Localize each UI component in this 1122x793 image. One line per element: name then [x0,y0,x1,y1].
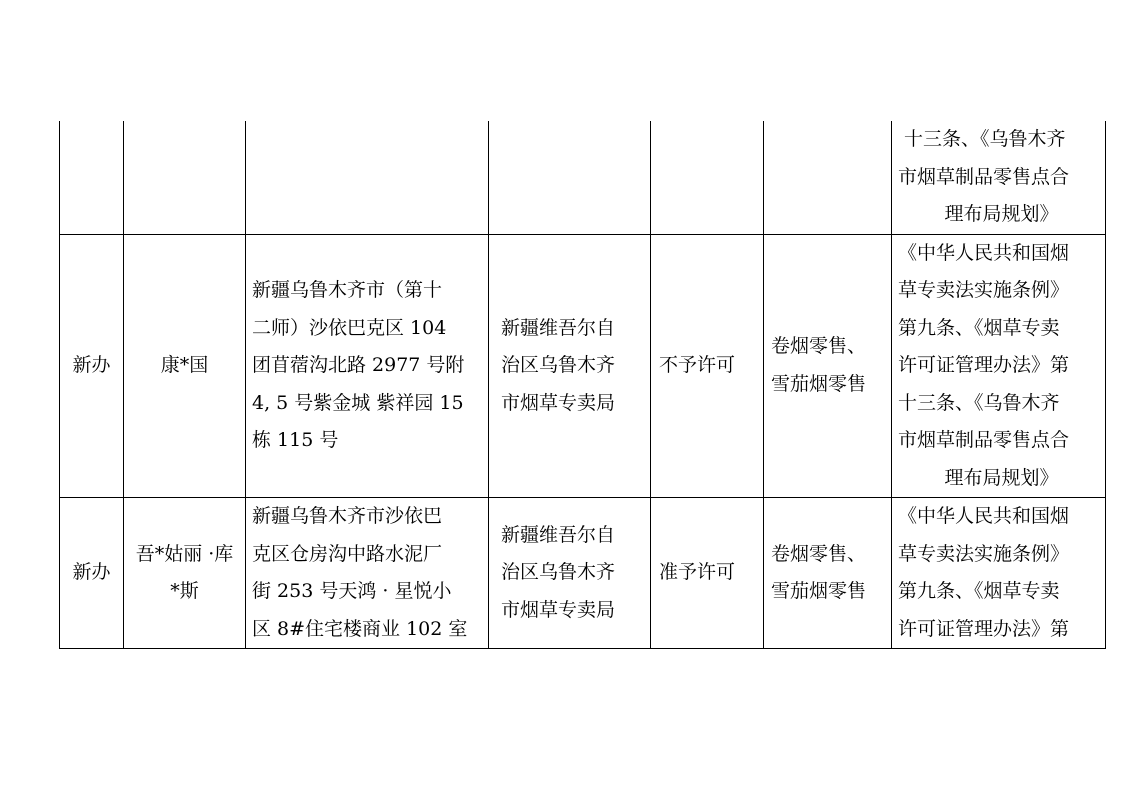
basis-cell [892,234,1106,498]
authority-line: 新疆维吾尔自 [501,316,616,339]
category-cell [60,234,124,498]
table-row [60,121,1106,234]
scope-line: 雪茄烟零售 [771,372,867,395]
address-line: 区 8#住宅楼商业 102 室 [252,617,468,640]
scope-cell [764,498,892,649]
category-cell [60,121,124,234]
license-table [59,121,1106,649]
basis-line: 理布局规划》 [944,203,1059,225]
basis-line: 第九条、《烟草专卖 [898,580,1060,602]
authority-cell [489,234,651,498]
table-row [60,498,1106,649]
address-cell [246,498,489,649]
category-text: 新办 [72,354,111,376]
table-row [60,234,1106,498]
address-line: 克区仓房沟中路水泥厂 [252,542,443,565]
basis-line: 十三条、《乌鲁木齐 [904,128,1066,150]
address-cell [246,234,489,498]
scope-line: 卷烟零售、 [771,335,867,358]
address-line: 新疆乌鲁木齐市（第十 [252,279,443,301]
basis-line: 《中华人民共和国烟 [898,241,1070,264]
name-cell [124,121,246,234]
address-line: 新疆乌鲁木齐市沙依巴 [252,505,443,527]
result-cell [651,234,764,498]
address-line: 街 253 号天鸿 · 星悦小 [252,580,452,602]
applicant-name: 康*国 [160,354,209,376]
authority-line: 治区乌鲁木齐 [501,354,616,376]
result-cell [651,498,764,649]
category-text: 新办 [72,561,111,584]
authority-line: 市烟草专卖局 [501,598,616,621]
result-cell [651,121,764,234]
basis-line: 理布局规划》 [944,466,1059,489]
scope-line: 卷烟零售、 [771,542,867,565]
basis-cell [892,498,1106,649]
authority-line: 治区乌鲁木齐 [501,561,616,584]
scope-cell [764,234,892,498]
result-text: 准予许可 [659,561,736,584]
scope-line: 雪茄烟零售 [771,580,867,602]
basis-line: 第九条、《烟草专卖 [898,316,1060,339]
name-cell [124,234,246,498]
basis-line: 许可证管理办法》第 [898,354,1070,376]
result-text: 不予许可 [659,354,736,376]
address-line: 二师）沙依巴克区 104 [252,316,447,339]
applicant-name: 吾*姑丽 ·库 [135,542,234,565]
scope-cell [764,121,892,234]
name-cell [124,498,246,649]
authority-cell [489,498,651,649]
basis-cell [892,121,1106,234]
applicant-name: *斯 [170,580,199,602]
category-cell [60,498,124,649]
address-cell [246,121,489,234]
basis-line: 草专卖法实施条例》 [898,279,1070,301]
authority-cell [489,121,651,234]
authority-line: 市烟草专卖局 [501,391,616,414]
basis-line: 草专卖法实施条例》 [898,542,1070,565]
basis-line: 《中华人民共和国烟 [898,505,1070,527]
address-line: 栋 115 号 [252,429,339,451]
basis-line: 市烟草制品零售点合 [898,429,1070,451]
basis-line: 市烟草制品零售点合 [898,165,1070,188]
address-line: 4, 5 号紫金城 紫祥园 15 [252,391,464,414]
address-line: 团苜蓿沟北路 2977 号附 [252,354,465,376]
basis-line: 十三条、《乌鲁木齐 [898,391,1060,414]
basis-line: 许可证管理办法》第 [898,617,1070,640]
authority-line: 新疆维吾尔自 [501,523,616,546]
